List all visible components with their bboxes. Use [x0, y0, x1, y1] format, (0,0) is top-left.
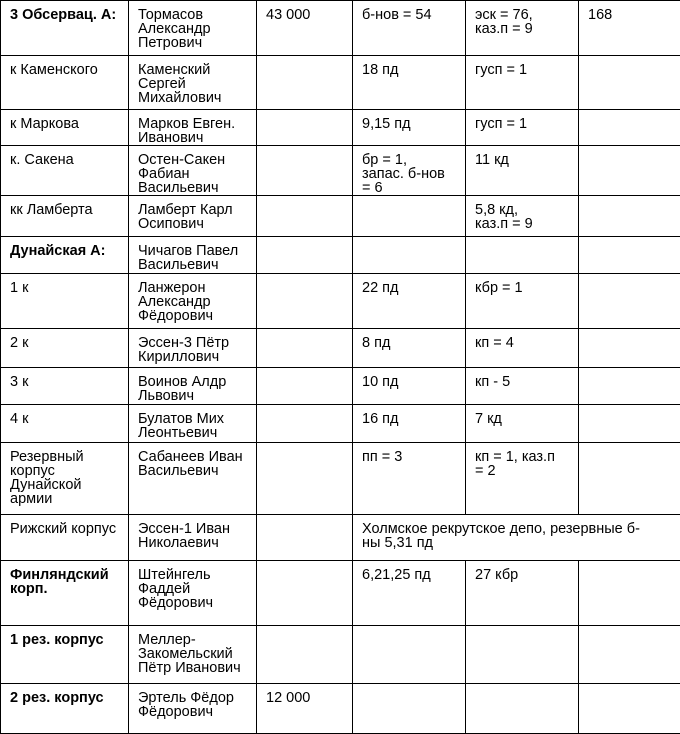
table-cell [129, 146, 257, 196]
table-row [1, 110, 680, 146]
table-row [1, 405, 680, 443]
table-cell [353, 196, 466, 237]
table-cell [579, 110, 680, 146]
table-cell [257, 146, 353, 196]
table-cell [257, 329, 353, 368]
table-cell [466, 146, 579, 196]
table-cell [257, 626, 353, 684]
cell-text: Булатов Мих Леонтьевич [138, 412, 256, 440]
cell-text: 2 рез. корпус [10, 691, 128, 705]
cell-text: Чичагов Павел Васильевич [138, 244, 256, 272]
cell-text: кп - 5 [475, 375, 578, 389]
table-cell [466, 1, 579, 56]
table-cell [1, 56, 129, 110]
table-cell [466, 329, 579, 368]
table-cell [257, 684, 353, 734]
table-cell [1, 274, 129, 329]
table-cell [579, 274, 680, 329]
table-cell [1, 110, 129, 146]
table-cell [129, 196, 257, 237]
table-cell [1, 1, 129, 56]
table-row [1, 684, 680, 734]
cell-text: 6,21,25 пд [362, 568, 465, 582]
table-cell [257, 237, 353, 274]
table-cell [353, 146, 466, 196]
table-cell [466, 443, 579, 515]
cell-text: 27 кбр [475, 568, 578, 582]
table-cell [466, 237, 579, 274]
cell-text: 3 Обсервац. А: [10, 8, 128, 22]
cell-text: Воинов Алдр Львович [138, 375, 256, 403]
table-cell [257, 443, 353, 515]
table-row [1, 329, 680, 368]
cell-text: 9,15 пд [362, 117, 465, 131]
cell-text: 8 пд [362, 336, 465, 350]
table-cell [1, 368, 129, 405]
table-cell [129, 368, 257, 405]
table-cell [129, 56, 257, 110]
table-cell [257, 196, 353, 237]
cell-text: кп = 4 [475, 336, 578, 350]
cell-text: к Каменского [10, 63, 128, 77]
table-row [1, 368, 680, 405]
cell-text: 3 к [10, 375, 128, 389]
cell-text: 4 к [10, 412, 128, 426]
table-cell [129, 626, 257, 684]
cell-text: 43 000 [266, 8, 352, 22]
table-cell [257, 56, 353, 110]
cell-text: кк Ламберта [10, 203, 128, 217]
table-cell [353, 405, 466, 443]
table-cell [129, 684, 257, 734]
cell-text: кп = 1, каз.п = 2 [475, 450, 578, 478]
cell-text: Каменский Сергей Михайлович [138, 63, 256, 105]
table-row [1, 443, 680, 515]
cell-text: 22 пд [362, 281, 465, 295]
cell-text: б-нов = 54 [362, 8, 465, 22]
table-cell [579, 684, 680, 734]
table-cell [129, 561, 257, 626]
table-cell [466, 626, 579, 684]
cell-text: 2 к [10, 336, 128, 350]
cell-text: Ланжерон Александр Фёдорович [138, 281, 256, 323]
table-cell [257, 515, 353, 561]
cell-text: Ламберт Карл Осипович [138, 203, 256, 231]
table-cell [257, 110, 353, 146]
table-cell [579, 368, 680, 405]
table-cell [353, 684, 466, 734]
cell-text: Резервный корпус Дунайской армии [10, 450, 128, 506]
cell-text: 11 кд [475, 153, 578, 167]
table-cell [353, 626, 466, 684]
cell-text: эск = 76, каз.п = 9 [475, 8, 578, 36]
cell-text: Эссен-3 Пётр Кириллович [138, 336, 256, 364]
cell-text: 18 пд [362, 63, 465, 77]
table-row [1, 626, 680, 684]
table-row [1, 274, 680, 329]
table-cell [129, 329, 257, 368]
cell-text: Марков Евген. Иванович [138, 117, 256, 145]
cell-text: 168 [588, 8, 680, 22]
table-cell [257, 561, 353, 626]
table-cell [579, 626, 680, 684]
table-cell [1, 237, 129, 274]
table-cell [129, 515, 257, 561]
table-cell [1, 146, 129, 196]
cell-text: 7 кд [475, 412, 578, 426]
table-cell [466, 405, 579, 443]
table-cell [257, 368, 353, 405]
table-cell [1, 405, 129, 443]
table-cell [466, 110, 579, 146]
cell-text: 12 000 [266, 691, 352, 705]
table-cell [579, 56, 680, 110]
cell-text: Эссен-1 Иван Николаевич [138, 522, 256, 550]
table-cell [129, 443, 257, 515]
table-cell [579, 196, 680, 237]
cell-text: Остен-Сакен Фабиан Васильевич [138, 153, 256, 195]
table-cell [579, 561, 680, 626]
table-cell [579, 146, 680, 196]
cell-text: 1 к [10, 281, 128, 295]
cell-text: Финляндский корп. [10, 568, 128, 596]
cell-text: к. Сакена [10, 153, 128, 167]
cell-text: Эртель Фёдор Фёдорович [138, 691, 256, 719]
cell-text: Рижский корпус [10, 522, 128, 536]
table-cell [1, 684, 129, 734]
table-cell [579, 329, 680, 368]
table-cell [353, 561, 466, 626]
table-cell [466, 274, 579, 329]
cell-text: 16 пд [362, 412, 465, 426]
table-cell [353, 329, 466, 368]
cell-text: Меллер- Закомельский Пётр Иванович [138, 633, 256, 675]
table-cell [129, 274, 257, 329]
table-cell [466, 684, 579, 734]
cell-text: гусп = 1 [475, 63, 578, 77]
cell-text: к Маркова [10, 117, 128, 131]
table-cell [1, 196, 129, 237]
cell-text: 1 рез. корпус [10, 633, 128, 647]
table-cell [1, 443, 129, 515]
table-cell [353, 368, 466, 405]
cell-text: Штейнгель Фаддей Фёдорович [138, 568, 256, 610]
table-cell [353, 237, 466, 274]
table-cell [1, 515, 129, 561]
table-cell [353, 56, 466, 110]
cell-text: бр = 1, запас. б-нов = 6 [362, 153, 465, 195]
table-body [1, 1, 680, 734]
table-cell [129, 1, 257, 56]
cell-text: гусп = 1 [475, 117, 578, 131]
table-cell [353, 1, 466, 56]
table-cell [579, 1, 680, 56]
table-cell [579, 237, 680, 274]
table-cell [353, 274, 466, 329]
table-row [1, 237, 680, 274]
table-cell [1, 329, 129, 368]
table-cell [466, 561, 579, 626]
table-cell [1, 626, 129, 684]
table-cell [257, 274, 353, 329]
table-row [1, 56, 680, 110]
cell-text: Тормасов Александр Петрович [138, 8, 256, 50]
table-cell [466, 56, 579, 110]
cell-text: Сабанеев Иван Васильевич [138, 450, 256, 478]
cell-text: кбр = 1 [475, 281, 578, 295]
table-cell [466, 196, 579, 237]
cell-text: Холмское рекрутское депо, резервные б- ны 5,31 пд [362, 522, 680, 550]
table-row [1, 146, 680, 196]
table-cell [129, 237, 257, 274]
cell-text: Дунайская А: [10, 244, 128, 258]
table-cell [129, 110, 257, 146]
cell-text: 10 пд [362, 375, 465, 389]
table-row [1, 561, 680, 626]
table-cell [466, 368, 579, 405]
table-cell [579, 405, 680, 443]
cell-text: 5,8 кд, каз.п = 9 [475, 203, 578, 231]
table-cell [353, 110, 466, 146]
table-cell [353, 515, 680, 561]
table-cell [1, 561, 129, 626]
table-cell [257, 405, 353, 443]
table-row [1, 1, 680, 56]
table-cell [353, 443, 466, 515]
cell-text: пп = 3 [362, 450, 465, 464]
table-cell [129, 405, 257, 443]
table-row [1, 196, 680, 237]
table-cell [257, 1, 353, 56]
table-row [1, 515, 680, 561]
table-cell [579, 443, 680, 515]
